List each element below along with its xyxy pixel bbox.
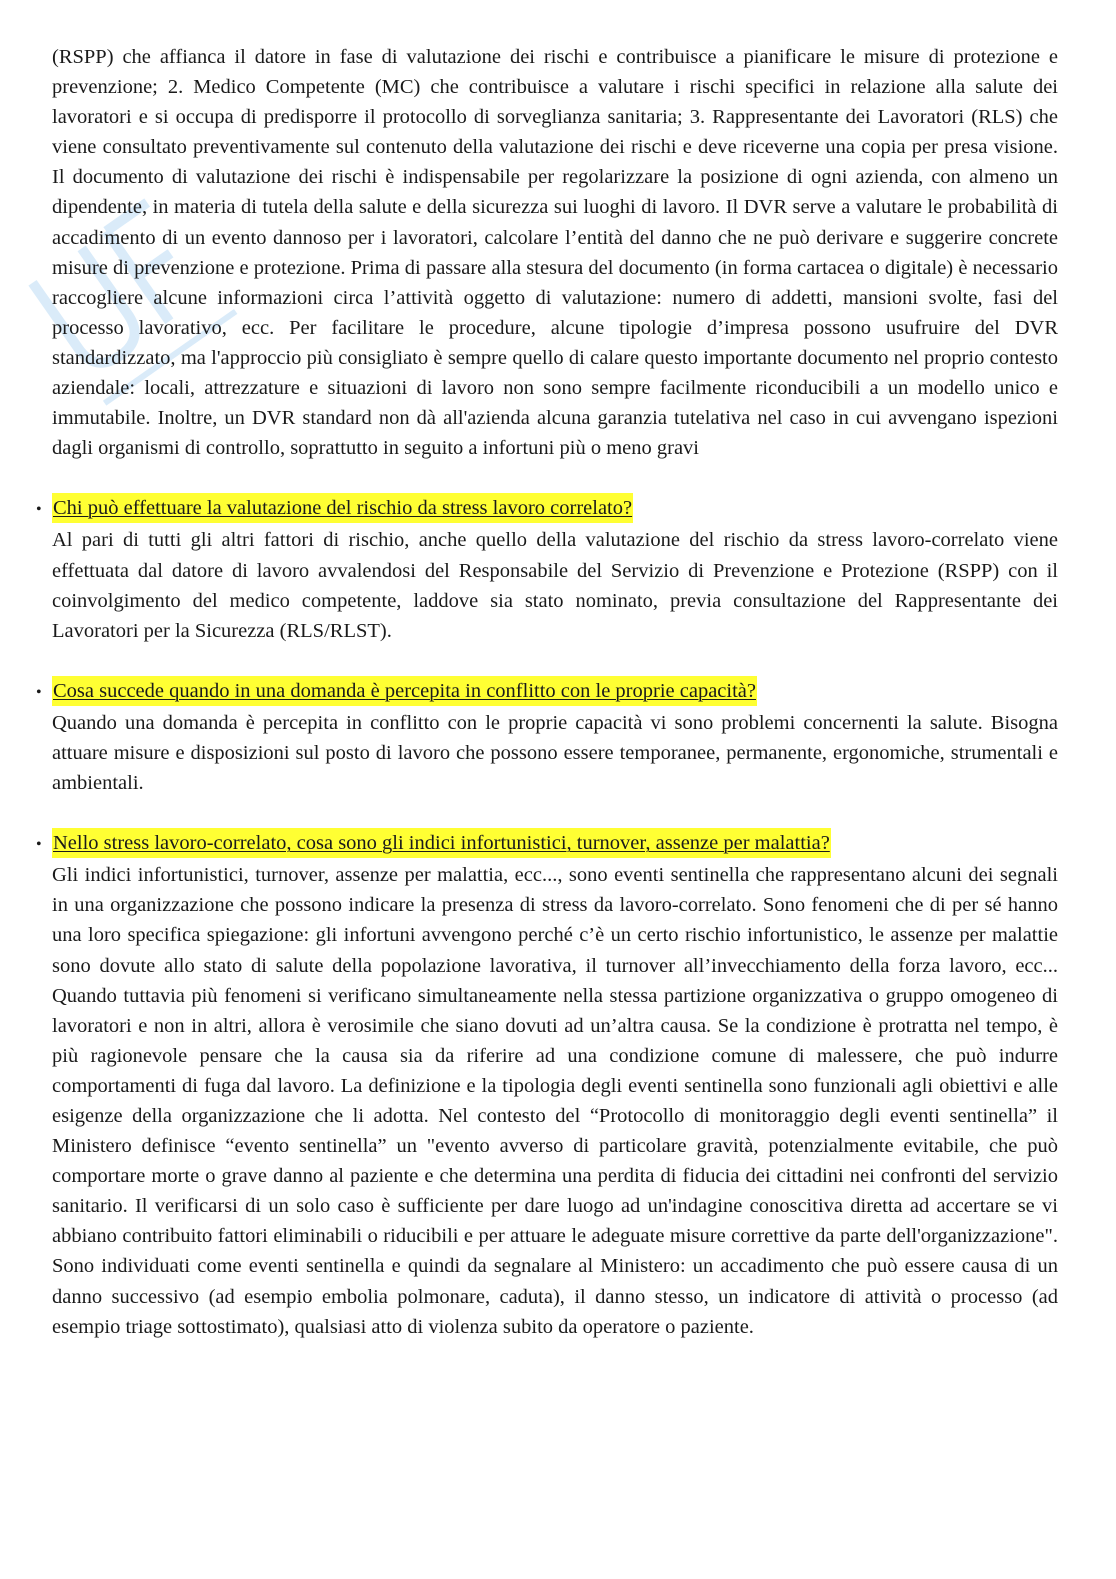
faq-section-1 [36,493,1058,645]
answer-3: Gli indici infortunistici, turnover, assenze per malattia, ecc..., sono eventi sentinella che rappresentano alcuni dei segnali in una organizzazione che possono indicare la presenza di stress da lavoro-correlato. Sono fenomeni che di per sé hanno una loro specifica spiegazione: gli infortuni avvengono perché c’è un certo rischio infortunistico, le assenze per malattie sono dovute allo stato di salute della popolazione lavorativa, il turnover all’invecchiamento della forza lavoro, ecc... Quando tuttavia più fenomeni si verificano simultaneamente nella stessa partizione organizzativa o gruppo omogeneo di lavoratori e non in altri, allora è verosimile che siano dovuti ad un’altra causa. Se la condizione è protratta nel tempo, è più ragionevole pensare che la causa sia da riferire ad una condizione comune di malessere, che può indurre comportamenti di fuga dal lavoro. La definizione e la tipologia degli eventi sentinella sono funzionali agli obiettivi e alle esigenze della organizzazione che li adotta. Nel contesto del “Protocollo di monitoraggio degli eventi sentinella” il Ministero definisce “evento sentinella” un "evento avverso di particolare gravità, potenzialmente evitabile, che può comportare morte o grave danno al paziente e che determina una perdita di fiducia dei cittadini nei confronti del servizio sanitario. Il verificarsi di un solo caso è sufficiente per dare luogo ad un'indagine conoscitiva diretta ad accertare se vi abbiano contribuito fattori eliminabili o riducibili e per attuare le adeguate misure correttive da parte dell'organizzazione". Sono individuati come eventi sentinella e quindi da segnalare al Ministero: un accadimento che può essere causa di un danno successivo (ad esempio embolia polmonare, caduta), il danno stesso, un indicatore di attività o processo (ad esempio triage sottostimato), qualsiasi atto di violenza subito da operatore o paziente. [52,864,1058,1338]
faq-section-2 [36,676,1058,798]
question-3: • Nello stress lavoro-correlato, cosa sono gli indici infortunistici, turnover, assenze per malattia? [52,828,1058,860]
question-2-text: Cosa succede quando in una domanda è percepita in conflitto con le proprie capacità? [52,676,757,706]
answer-2: Quando una domanda è percepita in conflitto con le proprie capacità vi sono problemi concernenti la salute. Bisogna attuare misure e disposizioni sul posto di lavoro che possono essere temporanee, permanente, ergonomiche, strumentali e ambientali. [52,711,1058,795]
question-3-text: Nello stress lavoro-correlato, cosa sono gli indici infortunistici, turnover, assenze per malattia? [52,828,831,858]
question-1: • Chi può effettuare la valutazione del rischio da stress lavoro correlato? [52,493,1058,525]
faq-section-3 [36,828,1058,1342]
intro-paragraph: (RSPP) che affianca il datore in fase di valutazione dei rischi e contribuisce a pianificare le misure di protezione e prevenzione; 2. Medico Competente (MC) che contribuisce a valutare i rischi specifici in relazione alla salute dei lavoratori e si occupa di predisporre il protocollo di sorveglianza sanitaria; 3. Rappresentante dei Lavoratori (RLS) che viene consultato preventivamente sul contenuto della valutazione dei rischi e deve riceverne una copia per presa visione. Il documento di valutazione dei rischi è indispensabile per regolarizzare la posizione di ogni azienda, con almeno un dipendente, in materia di tutela della salute e della sicurezza sui luoghi di lavoro. Il DVR serve a valutare le probabilità di accadimento di un evento dannoso per i lavoratori, calcolare l’entità del danno che ne può derivare e suggerire concrete misure di prevenzione e protezione. Prima di passare alla stesura del documento (in forma cartacea o digitale) è necessario raccogliere alcune informazioni circa l’attività oggetto di valutazione: numero di addetti, mansioni svolte, fasi del processo lavorativo, ecc. Per facilitare le procedure, alcune tipologie d’impresa possono usufruire del DVR standardizzato, ma l'approccio più consigliato è sempre quello di calare questo importante documento nel proprio contesto aziendale: locali, attrezzature e situazioni di lavoro non sono sempre facilmente riconducibili a un modello unico e immutabile. Inoltre, un DVR standard non dà all'azienda alcuna garanzia tutelativa nel caso in cui avvengano ispezioni dagli organismi di controllo, soprattutto in seguito a infortuni più o meno gravi [52,46,1058,460]
question-1-text: Chi può effettuare la valutazione del rischio da stress lavoro correlato? [52,493,633,523]
question-2: • Cosa succede quando in una domanda è percepita in conflitto con le proprie capacità? [52,676,1058,708]
answer-1: Al pari di tutti gli altri fattori di rischio, anche quello della valutazione del rischio da stress lavoro-correlato viene effettuata dal datore di lavoro avvalendosi del Responsabile del Servizio di Prevenzione e Protezione (RSPP) con il coinvolgimento del medico competente, laddove sia stato nominato, previa consultazione del Rappresentante dei Lavoratori per la Sicurezza (RLS/RLST). [52,529,1058,642]
